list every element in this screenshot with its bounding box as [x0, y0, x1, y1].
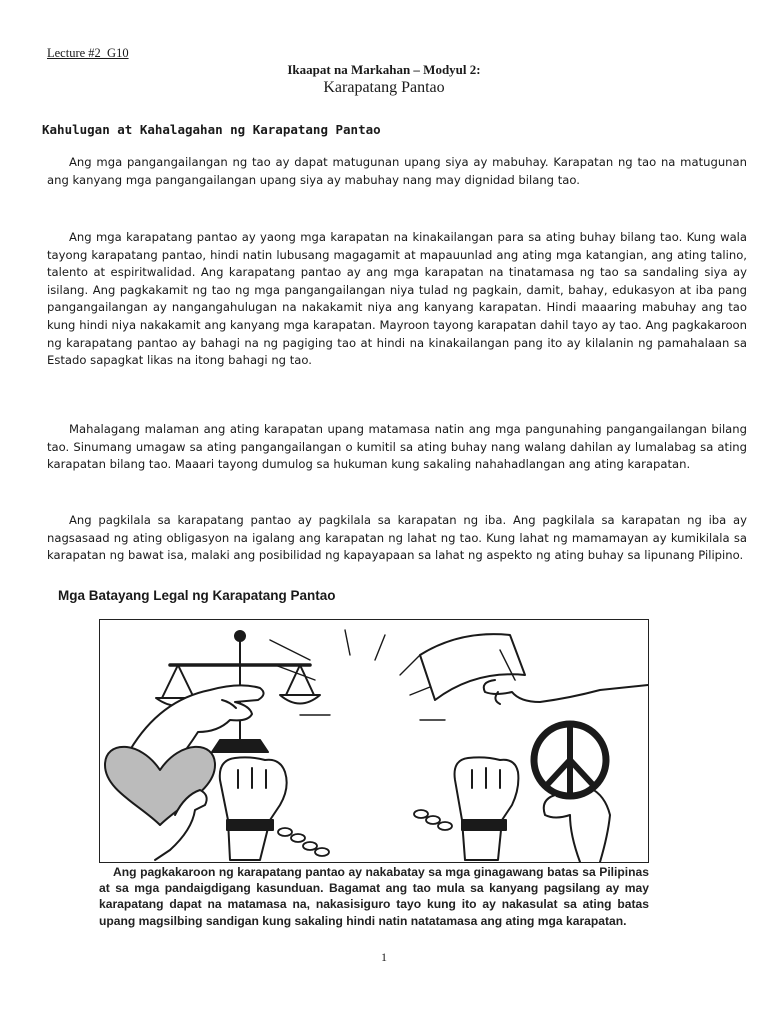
broken-chain-left-icon: [278, 828, 329, 856]
illustration-svg: [100, 620, 648, 862]
raised-fist-left-icon: [220, 757, 287, 860]
lecture-label: Lecture #2_G10: [47, 46, 129, 60]
paragraph-2: Ang mga karapatang pantao ay yaong mga karapatan na kinakailangan para sa ating buhay bilang tao. Kung wala tayong karapatang pantao, hindi natin lubusang magagamit at mapauunlad ang ating mga katangian, ang ating talino, talento at espiritwalidad. Ang karapatang pantao ay ang mga karapatan na tinatamasa ng tao sa sandaling siya ay isilang. Ang pagkakamit ng tao ng mga pangangailangan niya tulad ng pagkain, damit, bahay, edukasyon at iba pang pangangailangan ay nangangahulugan na nakakamit niya ang kanyang karapatan. Hindi maaaring mabuhay ang tao kung hindi niya nakakamit ang kanyang mga karapatan. Mayroon tayong karapatan dahil tayo ay tao. Ang pagkakaroon ng karapatang pantao ay bahagi na ng pagiging tao at hindi na kinakailangan pang ito ay kilalanin ng pamahalaan sa Estado sapagkat likas na itong bahagi ng tao.: [47, 230, 747, 368]
quarter-module-title: Ikaapat na Markahan – Modyul 2:: [287, 62, 481, 77]
figure-caption: Ang pagkakaroon ng karapatang pantao ay nakabatay sa mga ginagawang batas sa Pilipinas at sa mga pandaigdigang kasunduan. Bagamat ang tao mula sa kanyang pagsilang ay may karapatang dapat na matamasa na, nakasisiguro tayo kung ito ay nakasulat sa ating batas upang magsilbing sandigan kung sakaling hindi natin natatamasa ang ating mga karapatan.: [99, 865, 649, 928]
paragraph-4: Ang pagkilala sa karapatang pantao ay pagkilala sa karapatan ng iba. Ang pagkilala sa karapatan ng iba ay nagsasaad ng ating obligasyon na igalang ang karapatan ng lahat ng tao. Kung lahat ng mamamayan ay kumikilala sa karapatan ng bawat isa, malaki ang posibilidad ng kapayapaan sa lahat ng aspekto ng ating buhay sa lipunang Pilipino.: [47, 513, 747, 563]
topic-title: Karapatang Pantao: [323, 79, 445, 96]
paragraph-1: Ang mga pangangailangan ng tao ay dapat matugunan upang siya ay mabuhay. Karapatan ng tao na matugunan ang kanyang mga pangangailangan upang siya ay mabuhay nang may dignidad bilang tao.: [47, 155, 747, 187]
hand-holding-paper-icon: [484, 680, 648, 704]
paragraph-3: Mahalagang malaman ang ating karapatan upang matamasa natin ang mga pangunahing pangangailangan bilang tao. Sinumang umagaw sa ating pangangailangan o kumitil sa ating buhay nang walang dahilan ay lumalabag sa ating karapatan bilang tao. Maaari tayong dumulog sa hukuman kung sakaling nahahadlangan ang ating karapatan.: [47, 422, 747, 472]
broken-chain-right-icon: [414, 810, 452, 830]
page-number: 1: [381, 950, 387, 964]
figure-heading: Mga Batayang Legal ng Karapatang Pantao: [58, 588, 336, 603]
section-heading: Kahulugan at Kahalagahan ng Karapatang Pantao: [42, 122, 381, 137]
hand-holding-peace-icon: [544, 788, 610, 862]
raised-fist-right-icon: [455, 757, 519, 860]
peace-symbol-icon: [534, 724, 606, 796]
human-rights-illustration: [99, 619, 649, 863]
